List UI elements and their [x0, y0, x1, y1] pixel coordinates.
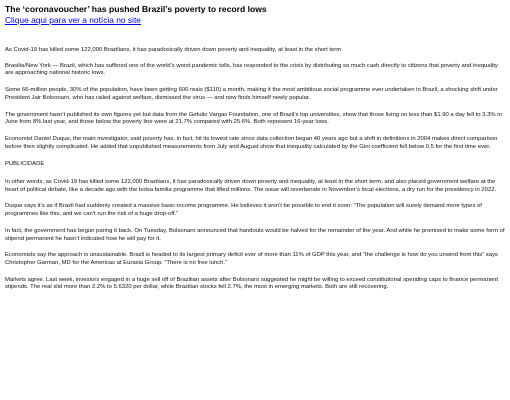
paragraph: The government hasn’t published its own figures yet but data from the Getulio Vargas Foundation, one of Brazil’s top universities, show that those living on less than $1.90 a day fell to 3.3% in June from 8% last year, and those below the poverty line were at 21.7% compared with 25.6%. Both represent 16-year lows. [5, 111, 502, 126]
advertising-label: PUBLICIDADE [5, 161, 45, 168]
paragraph: Some 66-million people, 30% of the population, have been getting 600 reais ($110) a month, making it the most ambitious social programme ever undertaken in Brazil, a shocking shift under President Jair Bolsonaro, who has railed against welfare, dismissed the virus — and now finds himself newly popular. [5, 87, 498, 101]
paragraph: In fact, the government has begun paring it back. On Tuesday, Bolsonaro announced that handouts would be halved for the remainder of the year. And while he promised to make some form of stipend permanent he hasn’t indicated how he will pay for it. [5, 227, 505, 242]
paragraph: Markets agree. Last week, investors engaged in a huge sell off of Brazilian assets after Bolsonaro suggested he might be willing to exceed constitutional spending caps to finance permanent stipends. The real slid more than 2.2% to 5.6320 per dollar, while Brazilian stocks fell 2.7%, the most in emerging markets. Both are still recovering. [5, 276, 499, 291]
paragraph: In other words, as Covid-19 has killed some 122,000 Brazilians, it has paradoxically driven down poverty and inequality, at least in the short term, and also placed government welfare at the heart of political debate, like a decade ago with the bolsa familia programme that lifted millions. The issue will reverberate in November’s local elections, a dry run for the presidency in 2022. [5, 179, 497, 193]
article-page [5, 4, 505, 292]
article-lede: As Covid-19 has killed some 122,000 Brazilians, it has paradoxically driven down poverty and inequality, at least in the short term [5, 47, 342, 53]
paragraph: Economist Daniel Duque, the main investigator, said poverty has, in fact, hit its lowest rate since data collection began 40 years ago but a shift in definitions in 2004 makes direct comparison before then slightly complicated. He added that unpublished measurements from July and August show that inequality calculated by the Gini coefficient fell below 0.5 for the first time ever. [5, 135, 498, 150]
paragraph: Brasilia/New York — Brazil, which has suffered one of the world’s worst pandemic tolls, has responded to the crisis by distributing so much cash directly to citizens that poverty and inequality are approaching national historic lows. [5, 62, 498, 77]
article-title: The ‘coronavoucher’ has pushed Brazil’s poverty to record lows [5, 4, 267, 14]
source-link[interactable]: Clique aqui para ver a notícia no site [5, 15, 141, 25]
paragraph: Duque says it’s as if Brazil had suddenly created a massive basic-income programme. He believes it won’t be possible to end it soon: “The population will surely demand more types of programmes like this, and we can’t run the risk of a huge drop-off.” [5, 203, 482, 218]
paragraph: Economists say the approach is unsustainable. Brazil is headed to its largest primary deficit ever of more than 11% of GDP this year, and “the challenge is how do you unwind from this” says Christopher Garman, MD for the Americas at Eurasia Group. “There is no free lunch.” [5, 252, 498, 266]
